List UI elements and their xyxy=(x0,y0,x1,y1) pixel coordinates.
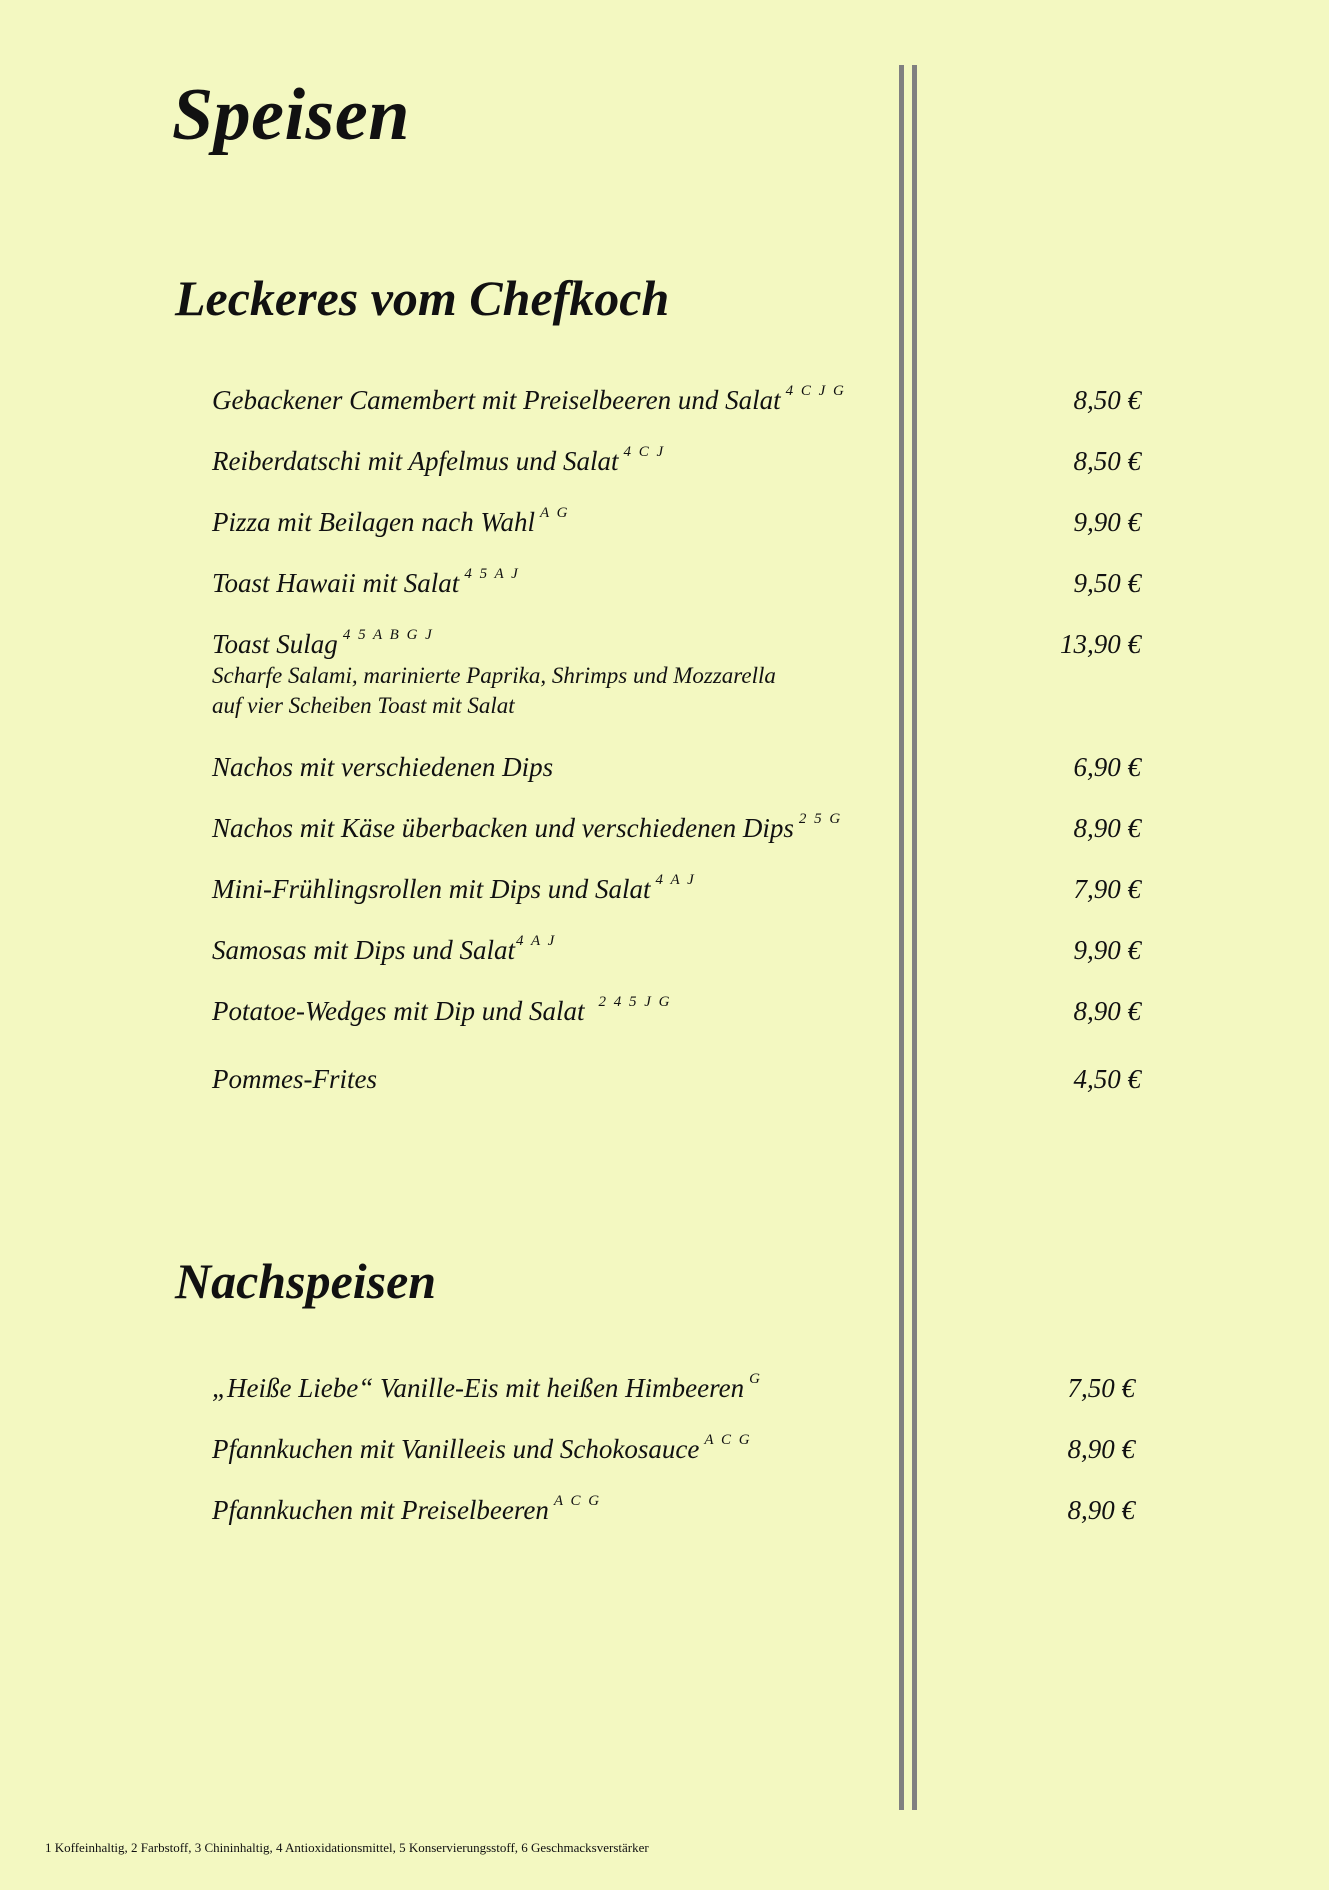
allergen-codes: A C G xyxy=(704,1432,752,1448)
menu-item-price: 9,50 € xyxy=(1073,568,1141,598)
menu-item-name: Toast Sulag $^{4 5 A B G J}$ xyxy=(212,627,434,659)
menu-item-name: Pfannkuchen mit Preiselbeeren $^{A C G}$ xyxy=(212,1493,602,1525)
menu-item-name: Reiberdatschi mit Apfelmus und Salat $^{4 C J}$ xyxy=(212,444,666,476)
allergen-codes: 4 5 A B G J xyxy=(342,627,434,643)
menu-item-price: 9,90 € xyxy=(1073,507,1141,537)
menu-item-price: 8,90 € xyxy=(1067,1495,1135,1525)
menu-item-name: Potatoe-Wedges mit Dip und Salat $^{2 4 5 J G}$ xyxy=(212,994,672,1026)
menu-item-name: „Heiße Liebe“ Vanille-Eis mit heißen Himbeeren $^G$ xyxy=(212,1371,762,1403)
menu-item-price: 8,90 € xyxy=(1073,996,1141,1026)
page-title: Speisen xyxy=(172,74,410,156)
allergen-codes: 2 4 5 J G xyxy=(598,994,672,1010)
allergen-codes: 4 A J xyxy=(655,872,696,888)
allergen-codes: 4 C J xyxy=(623,444,666,460)
allergen-codes: 2 5 G xyxy=(798,811,843,827)
allergen-codes: G xyxy=(749,1371,762,1387)
menu-item-description: auf vier Scheiben Toast mit Salat xyxy=(212,693,515,718)
divider-line-right xyxy=(912,65,917,1810)
allergen-codes: 4 C J G xyxy=(785,383,846,399)
menu-item-name: Toast Hawaii mit Salat $^{4 5 A J}$ xyxy=(212,566,520,598)
menu-item-name: Gebackener Camembert mit Preiselbeeren und Salat $^{4 C J G}$ xyxy=(212,383,846,415)
allergen-footnote: 1 Koffeinhaltig, 2 Farbstoff, 3 Chininhaltig, 4 Antioxidationsmittel, 5 Konservierungsstoff, 6 Geschmacksverstärker xyxy=(45,1840,649,1855)
menu-item-price: 8,50 € xyxy=(1073,446,1141,476)
section-title-nachspeisen: Nachspeisen xyxy=(175,1253,437,1309)
menu-item-name: Pizza mit Beilagen nach Wahl $^{A G}$ xyxy=(212,505,570,537)
menu-item-price: 4,50 € xyxy=(1073,1064,1141,1094)
menu-item-price: 9,90 € xyxy=(1073,935,1141,965)
menu-item-price: 8,90 € xyxy=(1073,813,1141,843)
menu-item-name: Nachos mit Käse überbacken und verschiedenen Dips $^{2 5 G}$ xyxy=(212,811,843,843)
menu-item-name: Pommes-Frites xyxy=(212,1064,377,1094)
menu-item-name: Samosas mit Dips und Salat$^{4 A J}$ xyxy=(212,933,557,965)
allergen-codes: A G xyxy=(539,505,570,521)
menu-item-description: Scharfe Salami, marinierte Paprika, Shrimps und Mozzarella xyxy=(212,663,776,688)
menu-item-price: 8,90 € xyxy=(1067,1434,1135,1464)
menu-item-price: 7,90 € xyxy=(1073,874,1141,904)
section-title-chefkoch: Leckeres vom Chefkoch xyxy=(175,270,670,326)
menu-item-price: 6,90 € xyxy=(1073,752,1141,782)
menu-item-name: Mini-Frühlingsrollen mit Dips und Salat $^{4 A J}$ xyxy=(212,872,696,904)
allergen-codes: 4 A J xyxy=(516,933,557,949)
allergen-codes: 4 5 A J xyxy=(464,566,520,582)
divider-line-left xyxy=(899,65,904,1810)
allergen-codes: A C G xyxy=(553,1493,602,1509)
menu-item-name: Nachos mit verschiedenen Dips xyxy=(212,752,554,782)
menu-item-price: 8,50 € xyxy=(1073,385,1141,415)
menu-item-name: Pfannkuchen mit Vanilleeis und Schokosauce $^{A C G}$ xyxy=(212,1432,752,1464)
menu-item-price: 13,90 € xyxy=(1060,629,1141,659)
menu-item-price: 7,50 € xyxy=(1067,1373,1135,1403)
